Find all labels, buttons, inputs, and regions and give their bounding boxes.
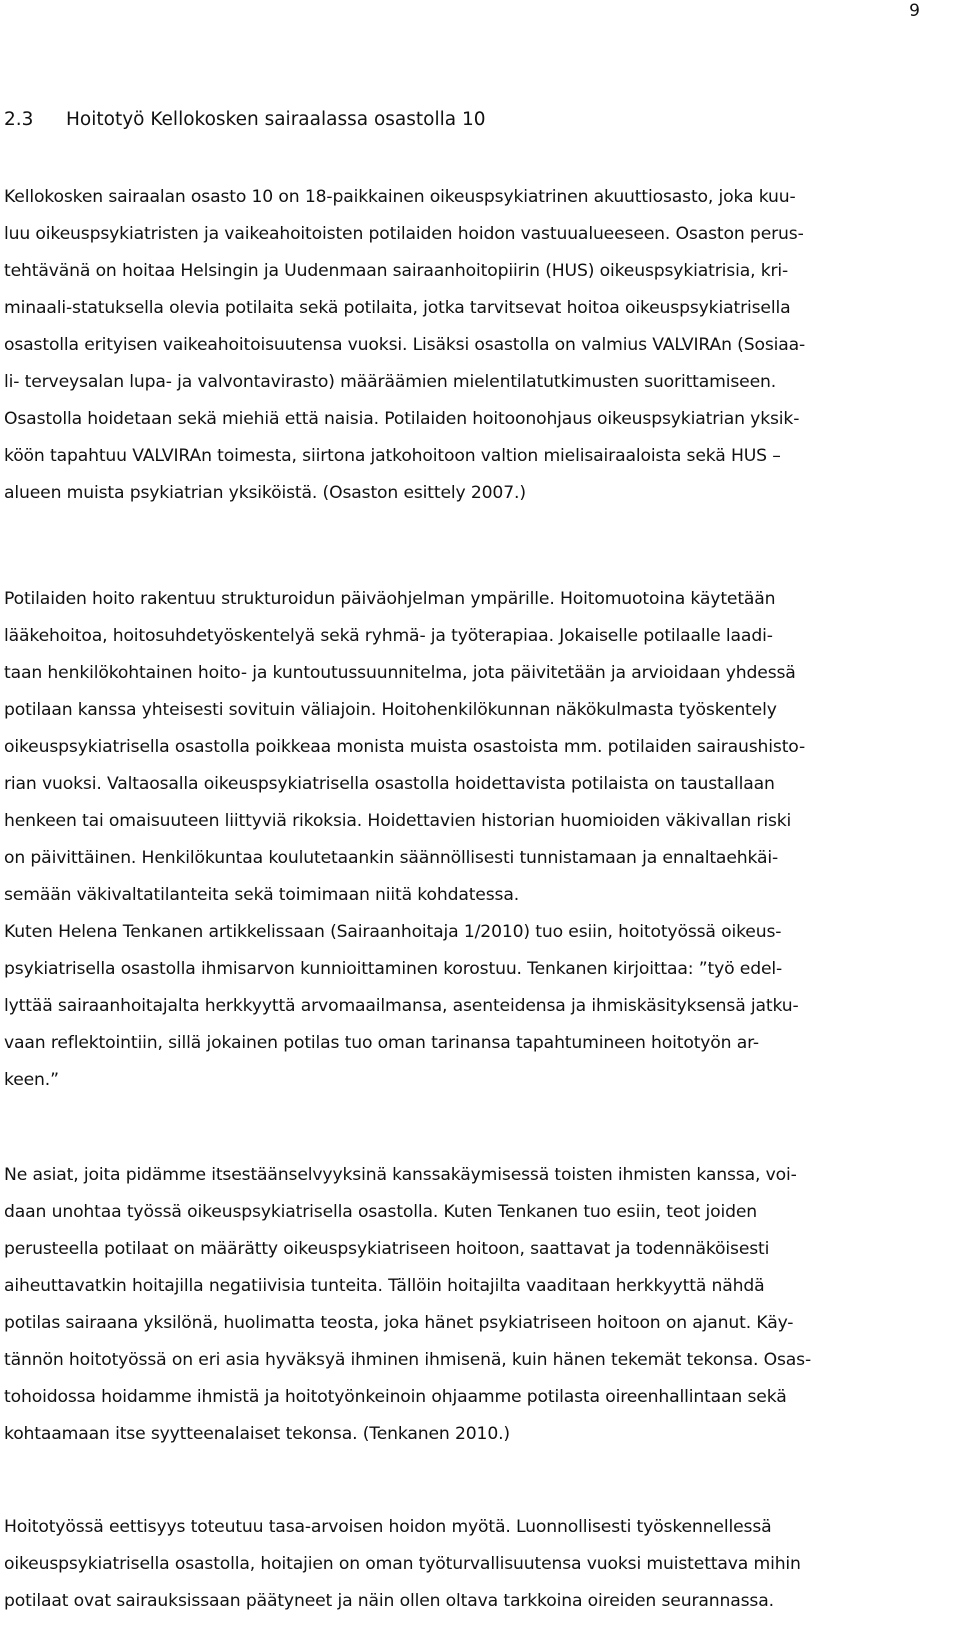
text-line: aiheuttavatkin hoitajilla negatiivisia tunteita. Tällöin hoitajilta vaaditaan herkkyyttä nähdä: [4, 1276, 765, 1296]
text-line: tännön hoitotyössä on eri asia hyväksyä ihminen ihmisenä, kuin hänen tekemät tekonsa. Osas-: [4, 1350, 812, 1370]
paragraph-2: [4, 581, 934, 1099]
paragraph-3: [4, 1157, 934, 1453]
text-line: Osastolla hoidetaan sekä miehiä että naisia. Potilaiden hoitoonohjaus oikeuspsykiatrian yksik-: [4, 409, 800, 429]
text-line: potilaan kanssa yhteisesti sovituin väliajoin. Hoitohenkilökunnan näkökulmasta työskentely: [4, 700, 777, 720]
text-line: Potilaiden hoito rakentuu strukturoidun päiväohjelman ympärille. Hoitomuotoina käytetään: [4, 589, 776, 609]
text-line: on päivittäinen. Henkilökuntaa koulutetaankin säännöllisesti tunnistamaan ja ennaltaehkäi-: [4, 848, 779, 868]
text-line: alueen muista psykiatrian yksiköistä. (Osaston esittely 2007.): [4, 483, 526, 503]
text-line: li- terveysalan lupa- ja valvontavirasto) määräämien mielentilatutkimusten suorittamiseen.: [4, 372, 777, 392]
text-line: oikeuspsykiatrisella osastolla poikkeaa monista muista osastoista mm. potilaiden sairaushisto-: [4, 737, 806, 757]
text-line: lyttää sairaanhoitajalta herkkyyttä arvomaailmansa, asenteidensa ja ihmiskäsityksensä jatku-: [4, 996, 799, 1016]
text-line: perusteella potilaat on määrätty oikeuspsykiatriseen hoitoon, saattavat ja todennäköisesti: [4, 1239, 770, 1259]
text-line: minaali-statuksella olevia potilaita sekä potilaita, jotka tarvitsevat hoitoa oikeuspsykiatrisella: [4, 298, 791, 318]
page-number: 9: [909, 1, 920, 21]
text-line: psykiatrisella osastolla ihmisarvon kunnioittaminen korostuu. Tenkanen kirjoittaa: ”työ edel-: [4, 959, 783, 979]
text-line: keen.”: [4, 1070, 59, 1090]
text-line: Kuten Helena Tenkanen artikkelissaan (Sairaanhoitaja 1/2010) tuo esiin, hoitotyössä oikeus-: [4, 922, 782, 942]
text-line: daan unohtaa työssä oikeuspsykiatrisella osastolla. Kuten Tenkanen tuo esiin, teot joiden: [4, 1202, 758, 1222]
text-line: tehtävänä on hoitaa Helsingin ja Uudenmaan sairaanhoitopiirin (HUS) oikeuspsykiatrisia, kri-: [4, 261, 789, 281]
text-line: lääkehoitoa, hoitosuhdetyöskentelyä sekä ryhmä- ja työterapiaa. Jokaiselle potilaalle laadi-: [4, 626, 773, 646]
text-line: Ne asiat, joita pidämme itsestäänselvyyksinä kanssakäymisessä toisten ihmisten kanssa, voi-: [4, 1165, 797, 1185]
section-heading: [4, 108, 486, 132]
text-line: potilas sairaana yksilönä, huolimatta teosta, joka hänet psykiatriseen hoitoon on ajanut. Käy-: [4, 1313, 794, 1333]
text-line: osastolla erityisen vaikeahoitoisuutensa vuoksi. Lisäksi osastolla on valmius VALVIRAn (Sosiaa-: [4, 335, 806, 355]
text-line: henkeen tai omaisuuteen liittyviä rikoksia. Hoidettavien historian huomioiden väkivallan riski: [4, 811, 792, 831]
text-line: rian vuoksi. Valtaosalla oikeuspsykiatrisella osastolla hoidettavista potilaista on taustallaan: [4, 774, 775, 794]
section-title: Hoitotyö Kellokosken sairaalassa osastolla 10: [66, 109, 486, 130]
text-line: potilaat ovat sairauksissaan päätyneet ja näin ollen oltava tarkkoina oireiden seurannassa.: [4, 1591, 774, 1611]
text-line: semään väkivaltatilanteita sekä toimimaan niitä kohdatessa.: [4, 885, 520, 905]
text-line: vaan reflektointiin, sillä jokainen potilas tuo oman tarinansa tapahtumineen hoitotyön ar-: [4, 1033, 759, 1053]
section-number: 2.3: [4, 109, 34, 130]
text-line: Hoitotyössä eettisyys toteutuu tasa-arvoisen hoidon myötä. Luonnollisesti työskennellessä: [4, 1517, 772, 1537]
text-line: taan henkilökohtainen hoito- ja kuntoutussuunnitelma, jota päivitetään ja arvioidaan yhdessä: [4, 663, 796, 683]
text-line: tohoidossa hoidamme ihmistä ja hoitotyönkeinoin ohjaamme potilasta oireenhallintaan sekä: [4, 1387, 787, 1407]
text-line: kohtaamaan itse syytteenalaiset tekonsa. (Tenkanen 2010.): [4, 1424, 510, 1444]
text-line: Kellokosken sairaalan osasto 10 on 18-paikkainen oikeuspsykiatrinen akuuttiosasto, joka kuu-: [4, 187, 796, 207]
text-line: oikeuspsykiatrisella osastolla, hoitajien on oman työturvallisuutensa vuoksi muistettava mihin: [4, 1554, 801, 1574]
paragraph-1: [4, 179, 934, 512]
text-line: luu oikeuspsykiatristen ja vaikeahoitoisten potilaiden hoidon vastuualueeseen. Osaston perus-: [4, 224, 804, 244]
paragraph-4: [4, 1509, 934, 1620]
text-line: köön tapahtuu VALVIRAn toimesta, siirtona jatkohoitoon valtion mielisairaaloista sekä HUS –: [4, 446, 781, 466]
